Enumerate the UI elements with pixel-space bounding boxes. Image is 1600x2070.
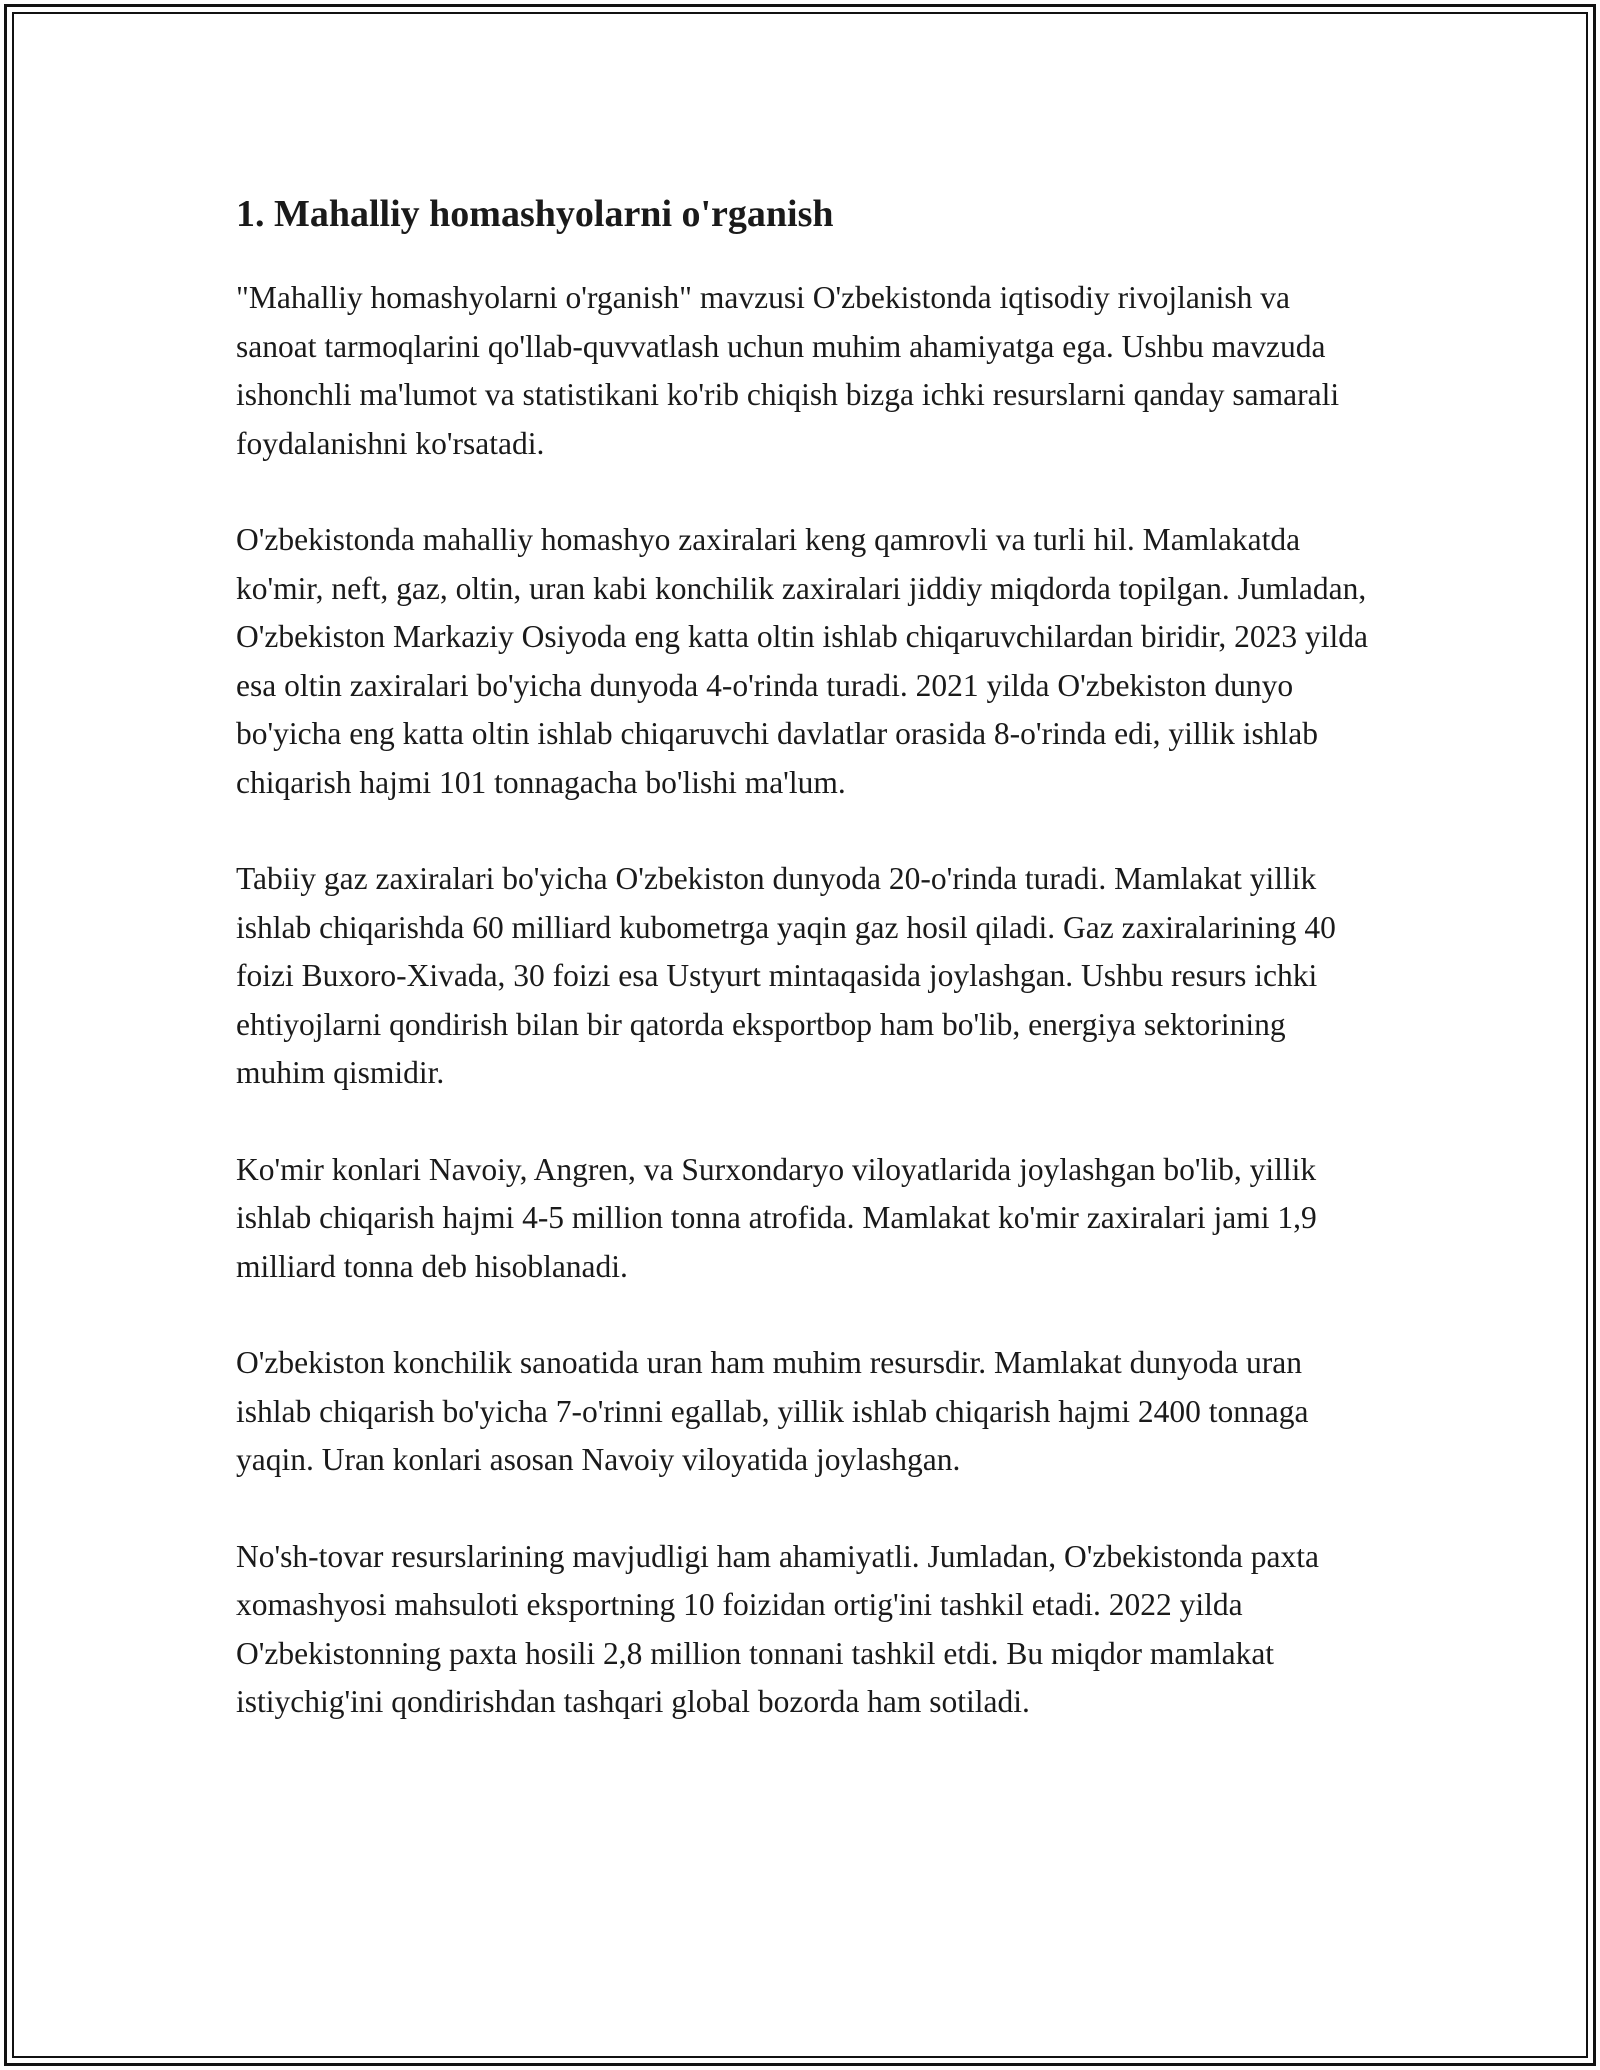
paragraph-coal: Ko'mir konlari Navoiy, Angren, va Surxondaryo viloyatlarida joylashgan bo'lib, yillik ishlab chiqarish hajmi 4-5 million tonna atrofida. Mamlakat ko'mir zaxiralari jami 1,9 milliard tonna deb hisoblanadi. bbox=[236, 1151, 1317, 1284]
paragraph-natural-gas: Tabiiy gaz zaxiralari bo'yicha O'zbekiston dunyoda 20-o'rinda turadi. Mamlakat yillik ishlab chiqarishda 60 milliard kubometrga yaqin gaz hosil qiladi. Gaz zaxiralarining 40 foizi Buxoro-Xivada, 30 foizi esa Ustyurt mintaqasida joylashgan. Ushbu resurs ichki ehtiyojlarni qondirish bilan bir qatorda eksportbop ham bo'lib, energiya sektorining muhim qismidir. bbox=[236, 861, 1336, 1090]
paragraph-cotton: No'sh-tovar resurslarining mavjudligi ham ahamiyatli. Jumladan, O'zbekistonda paxta xomashyosi mahsuloti eksportning 10 foizidan ortig'ini tashkil etadi. 2022 yilda O'zbekistonning paxta hosili 2,8 million tonnani tashkil etdi. Bu miqdor mamlakat istiychig'ini qondirishdan tashqari global bozorda ham sotiladi. bbox=[236, 1538, 1319, 1719]
page-title: 1. Mahalliy homashyolarni o'rganish bbox=[236, 193, 834, 235]
paragraph-intro: "Mahalliy homashyolarni o'rganish" mavzusi O'zbekistonda iqtisodiy rivojlanish va sanoat tarmoqlarini qo'llab-quvvatlash uchun muhim ahamiyatga ega. Ushbu mavzuda ishonchli ma'lumot va statistikani ko'rib chiqish bizga ichki resurslarni qanday samarali foydalanishni ko'rsatadi. bbox=[236, 280, 1340, 461]
document-body bbox=[236, 186, 1376, 1775]
paragraph-reserves-gold: O'zbekistonda mahalliy homashyo zaxiralari keng qamrovli va turli hil. Mamlakatda ko'mir, neft, gaz, oltin, uran kabi konchilik zaxiralari jiddiy miqdorda topilgan. Jumladan, O'zbekiston Markaziy Osiyoda eng katta oltin ishlab chiqaruvchilardan biridir, 2023 yilda esa oltin zaxiralari bo'yicha dunyoda 4-o'rinda turadi. 2021 yilda O'zbekiston dunyo bo'yicha eng katta oltin ishlab chiqaruvchi davlatlar orasida 8-o'rinda edi, yillik ishlab chiqarish hajmi 101 tonnagacha bo'lishi ma'lum. bbox=[236, 522, 1369, 800]
paragraph-uranium: O'zbekiston konchilik sanoatida uran ham muhim resursdir. Mamlakat dunyoda uran ishlab chiqarish bo'yicha 7-o'rinni egallab, yillik ishlab chiqarish hajmi 2400 tonnaga yaqin. Uran konlari asosan Navoiy viloyatida joylashgan. bbox=[236, 1345, 1309, 1477]
